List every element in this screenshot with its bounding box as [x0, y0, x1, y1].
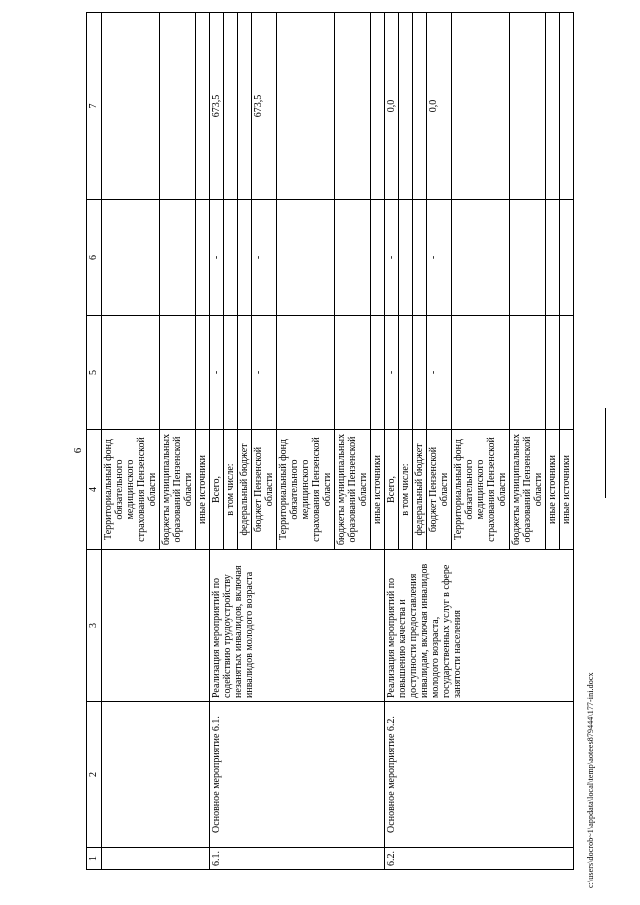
table-cell [160, 316, 196, 430]
table-cell: бюджет Пензенской области [427, 430, 452, 550]
table-cell: бюджеты муниципальных образований Пензенской области [510, 430, 546, 550]
table-cell [452, 316, 510, 430]
table-cell [510, 200, 546, 316]
column-header-row [87, 13, 102, 870]
table-cell [399, 200, 413, 316]
table-cell: 0,0 [427, 13, 452, 200]
col-header: 4 [87, 430, 102, 550]
col-header: 5 [87, 316, 102, 430]
table-cell [560, 200, 574, 316]
table-cell [546, 200, 560, 316]
table-cell [371, 13, 385, 200]
table-cell: Основное мероприятие 6.1. [210, 702, 385, 848]
carryover-row [102, 13, 160, 870]
table-cell [560, 13, 574, 200]
table-cell [277, 316, 335, 430]
table-cell: - [385, 200, 399, 316]
table-cell [224, 200, 238, 316]
budget-table [86, 12, 574, 870]
table-cell: - [210, 316, 224, 430]
table-cell: в том числе: [399, 430, 413, 550]
table-cell: иные источники [546, 430, 560, 550]
table-cell: Территориальный фонд обязательного медицинского страхования Пензенской области [277, 430, 335, 550]
table-cell: 6.1. [210, 848, 385, 870]
table-cell [102, 702, 210, 848]
table-row [385, 13, 399, 870]
page-number: 6 [72, 447, 84, 454]
table-cell: федеральный бюджет [238, 430, 252, 550]
table-cell [413, 200, 427, 316]
table-cell: - [427, 200, 452, 316]
separator-line [605, 408, 606, 498]
table-cell: бюджет Пензенской области [252, 430, 277, 550]
table-cell [510, 13, 546, 200]
table-cell: иные источники [560, 430, 574, 550]
col-header: 7 [87, 13, 102, 200]
table-cell: Всего, [210, 430, 224, 550]
table-cell [238, 200, 252, 316]
table-cell [371, 200, 385, 316]
table-cell: 673,5 [210, 13, 224, 200]
table-cell [560, 316, 574, 430]
table-cell [102, 316, 160, 430]
table-cell: Территориальный фонд обязательного медицинского страхования Пензенской области [452, 430, 510, 550]
table-cell [413, 13, 427, 200]
table-cell: - [252, 200, 277, 316]
table-cell: - [385, 316, 399, 430]
table-cell [413, 316, 427, 430]
table-cell: Реализация мероприятий по содействию трудоустройству незанятых инвалидов, включая инвалидов молодого возраста [210, 550, 385, 702]
table-cell [224, 316, 238, 430]
table-cell [510, 316, 546, 430]
table-cell [196, 316, 210, 430]
table-cell: - [427, 316, 452, 430]
table-cell [399, 13, 413, 200]
table-cell [238, 316, 252, 430]
table-cell [335, 200, 371, 316]
table-cell [546, 13, 560, 200]
table-cell [399, 316, 413, 430]
table-cell: 6.2. [385, 848, 574, 870]
table-cell [277, 13, 335, 200]
table-cell: бюджеты муниципальных образований Пензенской области [160, 430, 196, 550]
table-cell [238, 13, 252, 200]
table-cell [277, 200, 335, 316]
table-cell [102, 848, 210, 870]
table-cell: - [252, 316, 277, 430]
table-cell [224, 13, 238, 200]
table-row [210, 13, 224, 870]
table-cell: 0,0 [385, 13, 399, 200]
table-cell: Основное мероприятие 6.2. [385, 702, 574, 848]
table-cell [196, 200, 210, 316]
table-cell: бюджеты муниципальных образований Пензенской области [335, 430, 371, 550]
table-cell: 673,5 [252, 13, 277, 200]
table-cell: Территориальный фонд обязательного медицинского страхования Пензенской области [102, 430, 160, 550]
table-cell [160, 200, 196, 316]
table-cell: федеральный бюджет [413, 430, 427, 550]
table-cell [102, 550, 210, 702]
table-cell: иные источники [196, 430, 210, 550]
table-cell [371, 316, 385, 430]
table-cell: иные источники [371, 430, 385, 550]
table-cell: в том числе: [224, 430, 238, 550]
col-header: 3 [87, 550, 102, 702]
footer-file-path: c:\users\docrob~1\appdata\local\temp\aotees879444\177-ini.docx [586, 672, 595, 888]
table-cell: Всего, [385, 430, 399, 550]
col-header: 2 [87, 702, 102, 848]
table-cell [196, 13, 210, 200]
table-cell [102, 13, 160, 200]
table-cell [102, 200, 160, 316]
rotated-page [60, 13, 600, 888]
table-cell [452, 200, 510, 316]
col-header: 1 [87, 848, 102, 870]
col-header: 6 [87, 200, 102, 316]
table-cell [335, 316, 371, 430]
table-cell: Реализация мероприятий по повышению качества и доступности предоставления инвалидам, включая инвалидов молодого возраста, государственных услуг в сфере занятости населения [385, 550, 574, 702]
table-cell [160, 13, 196, 200]
table-cell [335, 13, 371, 200]
table-cell: - [210, 200, 224, 316]
table-cell [452, 13, 510, 200]
table-cell [546, 316, 560, 430]
